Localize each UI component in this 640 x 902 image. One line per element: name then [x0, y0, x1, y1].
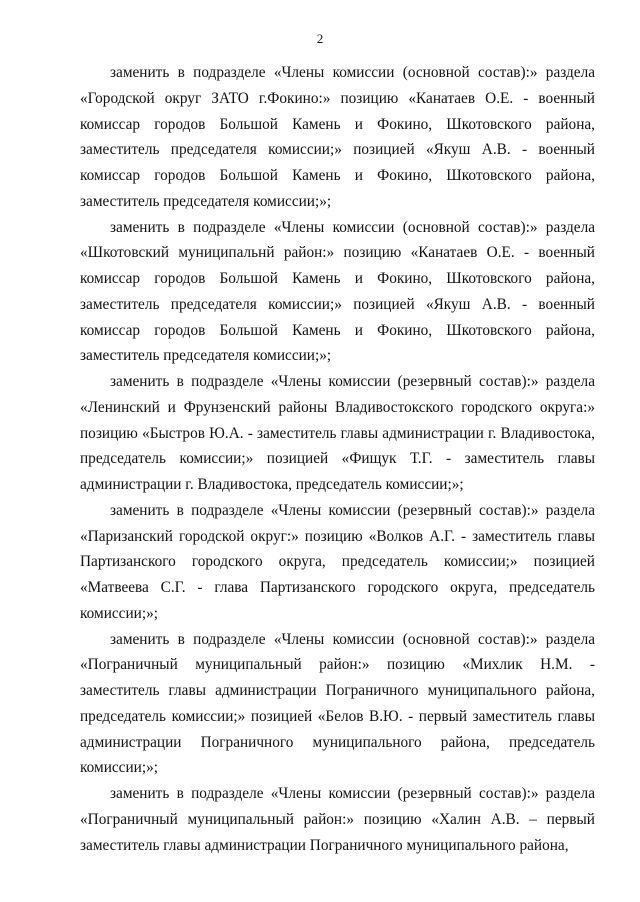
paragraph: заменить в подразделе «Члены комиссии (резервный состав):» раздела «Ленинский и Фрунзенский районы Владивостокского городского округа:» позицию «Быстров Ю.А. - заместитель главы администрации г. Владивостока, председатель комиссии;» позицией «Фищук Т.Г. - заместитель главы администрации г. Владивостока, председатель комиссии;»; — [80, 373, 595, 493]
paragraph: заменить в подразделе «Члены комиссии (основной состав):» раздела «Шкотовский муниципальнй район:» позицию «Канатаев О.Е. - военный комиссар городов Большой Камень и Фокино, Шкотовского района, заместитель председателя комиссии;» позицией «Якуш А.В. - военный комиссар городов Большой Камень и Фокино, Шкотовского района, заместитель председателя комиссии;»; — [80, 218, 595, 365]
paragraph: заменить в подразделе «Члены комиссии (резервный состав):» раздела «Паризанский городской округ:» позицию «Волков А.Г. - заместитель главы Партизанского городского округа, председатель комиссии;» позицией «Матвеева С.Г. - глава Партизанского городского округа, председатель комиссии;»; — [80, 501, 595, 622]
paragraph: заменить в подразделе «Члены комиссии (основной состав):» раздела «Городской округ ЗАТО г.Фокино:» позицию «Канатаев О.Е. - военный комиссар городов Большой Камень и Фокино, Шкотовского района, заместитель председателя комиссии;» позицией «Якуш А.В. - военный комиссар городов Большой Камень и Фокино, Шкотовского района, заместитель председателя комиссии;»; — [80, 64, 595, 210]
page-number: 2 — [316, 31, 324, 46]
paragraph: заменить в подразделе «Члены комиссии (резервный состав):» раздела «Пограничный муниципальный район:» позицию «Халин А.В. – первый заместитель главы администрации Пограничного муниципального района, — [80, 785, 595, 854]
document-body — [80, 60, 595, 858]
paragraph: заменить в подразделе «Члены комиссии (основной состав):» раздела «Пограничный муниципальный район:» позицию «Михлик Н.М. - заместитель главы администрации Пограничного муниципального района, председатель комиссии;» позицией «Белов В.Ю. - первый заместитель главы администрации Пограничного муниципального района, председатель комиссии;»; — [80, 630, 595, 777]
